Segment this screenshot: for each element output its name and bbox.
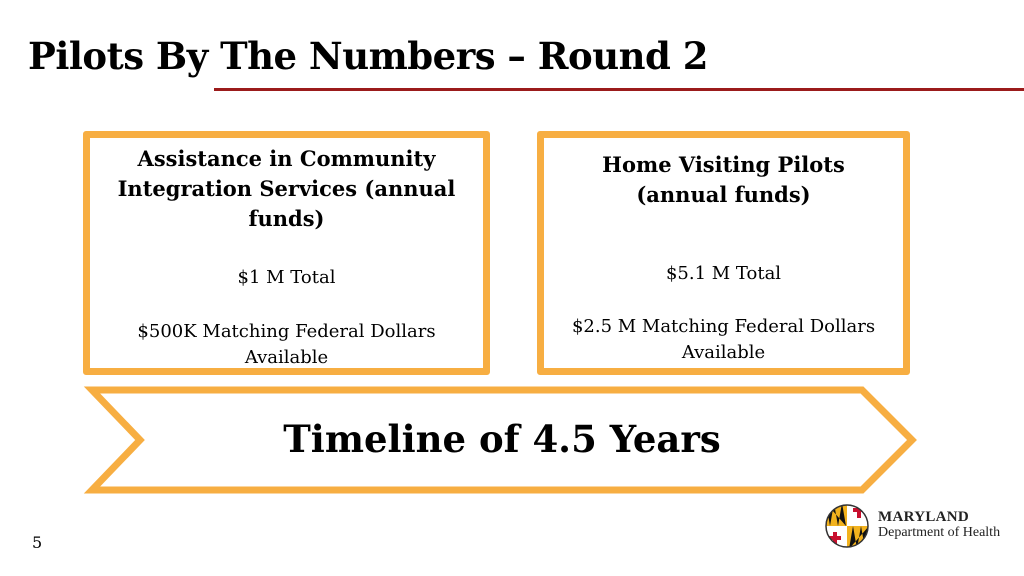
maryland-flag-seal-icon: [824, 503, 870, 549]
slide-title: Pilots By The Numbers – Round 2: [28, 34, 709, 78]
box-heading: Home Visiting Pilots (annual funds): [602, 152, 845, 207]
funding-box-community-integration: [83, 131, 490, 375]
timeline-label: Timeline of 4.5 Years: [283, 417, 721, 461]
box-heading: Assistance in Community Integration Services (annual funds): [117, 146, 456, 231]
box-matching-funds: $2.5 M Matching Federal Dollars Available: [571, 316, 876, 363]
box-total: $5.1 M Total: [665, 263, 782, 284]
logo-text-department: Department of Health: [878, 525, 1001, 540]
logo-text-maryland: MARYLAND: [878, 509, 970, 525]
box-total: $1 M Total: [237, 267, 336, 288]
box-matching-funds: $500K Matching Federal Dollars Available: [137, 321, 436, 368]
timeline-chevron: [82, 384, 922, 496]
maryland-health-logo: [824, 503, 1014, 549]
title-divider: [214, 88, 1024, 91]
funding-box-home-visiting: [537, 131, 910, 375]
page-number: 5: [32, 533, 43, 552]
